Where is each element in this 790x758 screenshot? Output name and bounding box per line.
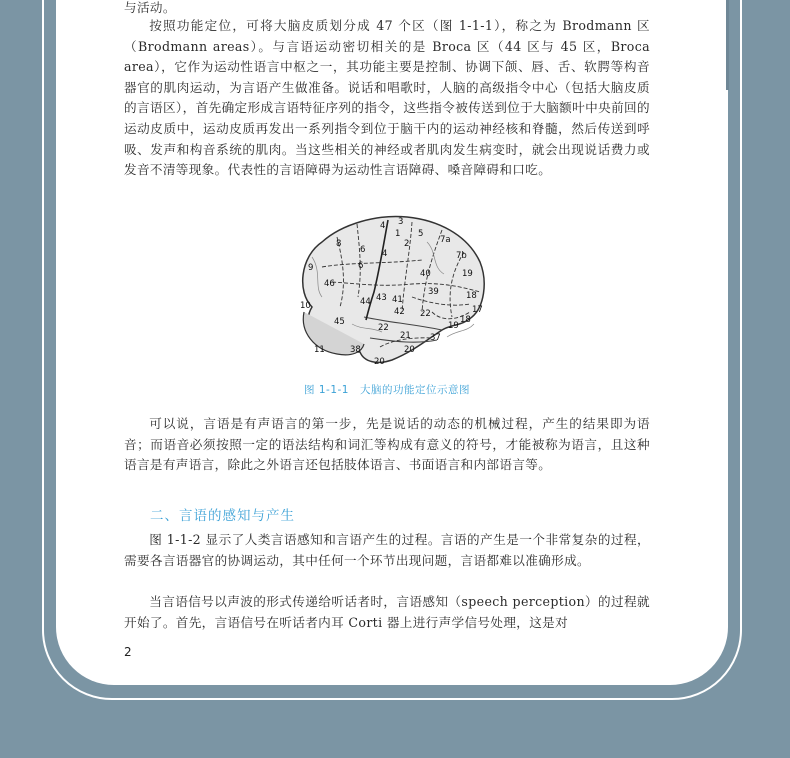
area-label: 41	[392, 295, 403, 305]
area-label: 5	[418, 229, 424, 239]
page-number: 2	[124, 645, 132, 659]
area-label: 7b	[456, 251, 467, 261]
area-label: 17	[472, 305, 483, 315]
area-label: 6	[358, 261, 364, 271]
area-label: 37	[430, 333, 441, 343]
area-label: 4	[380, 221, 386, 231]
area-label: 3	[398, 217, 404, 227]
brain-figure	[292, 212, 488, 370]
page-edge-strip	[726, 0, 729, 90]
area-label: 18	[466, 291, 477, 301]
area-label: 20	[404, 345, 415, 355]
area-label: 45	[334, 317, 345, 327]
figure-caption: 图 1-1-1 大脑的功能定位示意图	[304, 384, 470, 396]
area-label: 46	[324, 279, 335, 289]
area-label: 44	[360, 297, 371, 307]
area-label: 7a	[440, 235, 451, 245]
area-label: 22	[378, 323, 389, 333]
section-title: 二、言语的感知与产生	[150, 508, 295, 524]
paragraph-fragment: 与活动。	[124, 0, 176, 15]
area-label: 42	[394, 307, 405, 317]
area-label: 20	[374, 357, 385, 367]
area-label: 43	[376, 293, 387, 303]
paragraph-language: 可以说，言语是有声语言的第一步，先是说话的动态的机械过程，产生的结果即为语音；而语音必须按照一定的语法结构和词汇等构成有意义的符号，才能被称为语言，且这种语言是有声语言，除此之外语言还包括肢体语言、书面语言和内部语言等。	[124, 416, 650, 473]
area-label: 21	[400, 331, 411, 341]
area-label: 39	[428, 287, 439, 297]
paragraph-speech-perception: 当言语信号以声波的形式传递给听话者时，言语感知（speech perception）的过程就开始了。首先，言语信号在听话者内耳 Corti 器上进行声学信号处理，这是对	[124, 594, 650, 630]
area-label: 2	[404, 239, 410, 249]
area-label: 18	[460, 315, 471, 325]
area-label: 8	[336, 239, 342, 249]
area-label: 6	[360, 245, 366, 255]
brain-illustration	[292, 212, 488, 370]
area-label: 22	[420, 309, 431, 319]
paragraph-perception-production: 图 1-1-2 显示了人类言语感知和言语产生的过程。言语的产生是一个非常复杂的过程，需要各言语器官的协调运动，其中任何一个环节出现问题，言语都难以准确形成。	[124, 532, 650, 568]
area-label: 10	[300, 301, 311, 311]
area-label: 9	[308, 263, 314, 273]
area-label: 19	[462, 269, 473, 279]
area-label: 11	[314, 345, 325, 355]
area-label: 1	[395, 229, 401, 239]
area-label: 4	[382, 249, 388, 259]
area-label: 38	[350, 345, 361, 355]
area-label: 19	[448, 321, 459, 331]
paragraph-brodmann: 按照功能定位，可将大脑皮质划分成 47 个区（图 1-1-1），称之为 Brodmann 区（Brodmann areas）。与言语运动密切相关的是 Broca 区（44 区与 45 区，Broca area），它作为运动性语言中枢之一，其功能主要是控制、协调下颌、唇、舌、软腭等构音器官的肌肉运动，为言语产生做准备。说话和唱歌时，人脑的高级指令中心（包括大脑皮质的言语区），首先确定形成言语特征序列的指令，这些指令被传送到位于大脑额叶中央前回的运动皮质中，运动皮质再发出一系列指令到位于脑干内的运动神经核和脊髓，然后传送到呼吸、发声和构音系统的肌肉。当这些相关的神经或者肌肉发生病变时，就会出现说话费力或发音不清等现象。代表性的言语障碍为运动性言语障碍、嗓音障碍和口吃。	[124, 18, 650, 178]
area-label: 40	[420, 269, 431, 279]
